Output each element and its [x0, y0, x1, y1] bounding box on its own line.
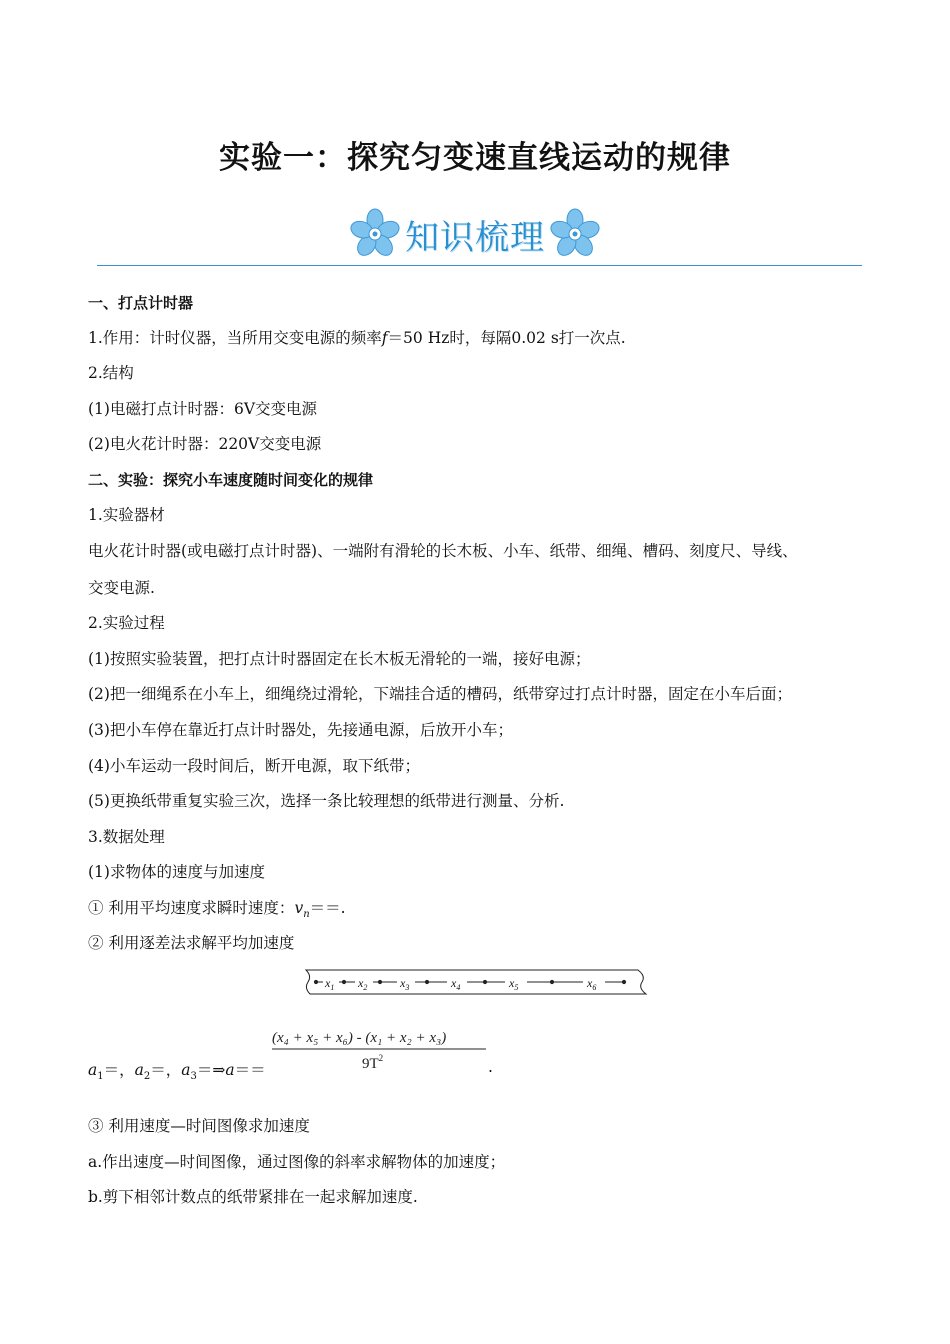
page-title: 实验一：探究匀变速直线运动的规律 [219, 140, 731, 176]
text-line: 3.数据处理 [88, 828, 165, 846]
text-line: (3)把小车停在靠近打点计时器处，先接通电源，后放开小车； [88, 721, 513, 739]
text-line: (2)电火花计时器：220V交变电源 [88, 435, 322, 453]
text-line: (1)求物体的速度与加速度 [88, 863, 265, 881]
formula-denominator: $9T^2$ [362, 1053, 384, 1072]
text-line: (5)更换纸带重复实验三次，选择一条比较理想的纸带进行测量、分析. [88, 792, 565, 810]
section-heading: 二、实验：探究小车速度随时间变化的规律 [88, 471, 374, 489]
text-line: (1)按照实验装置，把打点计时器固定在长木板无滑轮的一端，接好电源； [88, 650, 591, 668]
text-line: ③ 利用速度—时间图像求加速度 [88, 1117, 310, 1135]
text-line: ① 利用平均速度求瞬时速度：$v_n==$. [88, 899, 346, 921]
flower-icon [349, 208, 401, 260]
text-line: b.剪下相邻计数点的纸带紧排在一起求解加速度. [88, 1188, 418, 1206]
text-line: 2.实验过程 [88, 614, 165, 632]
tape-label-x6: $x_6$ [587, 976, 597, 992]
divider [97, 265, 862, 266]
formula-tail: . [488, 1058, 493, 1076]
paper-tape-diagram [302, 966, 650, 998]
text-line: (1)电磁打点计时器：6V交变电源 [88, 400, 318, 418]
tape-label-x2: $x_2$ [358, 976, 368, 992]
text-line: a.作出速度—时间图像，通过图像的斜率求解物体的加速度； [88, 1153, 506, 1171]
text-line: 交变电源. [88, 579, 155, 597]
acceleration-formula [270, 1024, 500, 1076]
banner-title: 知识梳理 [405, 217, 545, 258]
text-line: (2)把一细绳系在小车上，细绳绕过滑轮，下端挂合适的槽码，纸带穿过打点计时器，固定在小车后面； [88, 685, 792, 703]
text-line: (4)小车运动一段时间后，断开电源，取下纸带； [88, 757, 420, 775]
formula-numerator: (x₄ + x₅ + x₆) - (x₁ + x₂ + x₃) [272, 1030, 447, 1046]
text-line: ② 利用逐差法求解平均加速度 [88, 934, 295, 952]
text-line: 电火花计时器(或电磁打点计时器)、一端附有滑轮的长木板、小车、纸带、细绳、槽码、刻度尺、导线、 [88, 542, 798, 560]
text-line: 1.作用：计时仪器，当所用交变电源的频率f＝50 Hz时，每隔0.02 s打一次点. [88, 329, 626, 347]
section-heading: 一、打点计时器 [88, 294, 194, 312]
tape-label-x3: $x_3$ [400, 976, 410, 992]
text-line: 2.结构 [88, 364, 134, 382]
flower-icon [549, 208, 601, 260]
section-banner [0, 204, 950, 264]
tape-label-x1: $x_1$ [325, 976, 335, 992]
tape-label-x4: $x_4$ [451, 976, 461, 992]
text-line: 1.实验器材 [88, 506, 165, 524]
tape-label-x5: $x_5$ [509, 976, 519, 992]
formula-line: $a_1=$，$a_2=$，$a_3=\Rightarrow a==$ [88, 1061, 266, 1083]
